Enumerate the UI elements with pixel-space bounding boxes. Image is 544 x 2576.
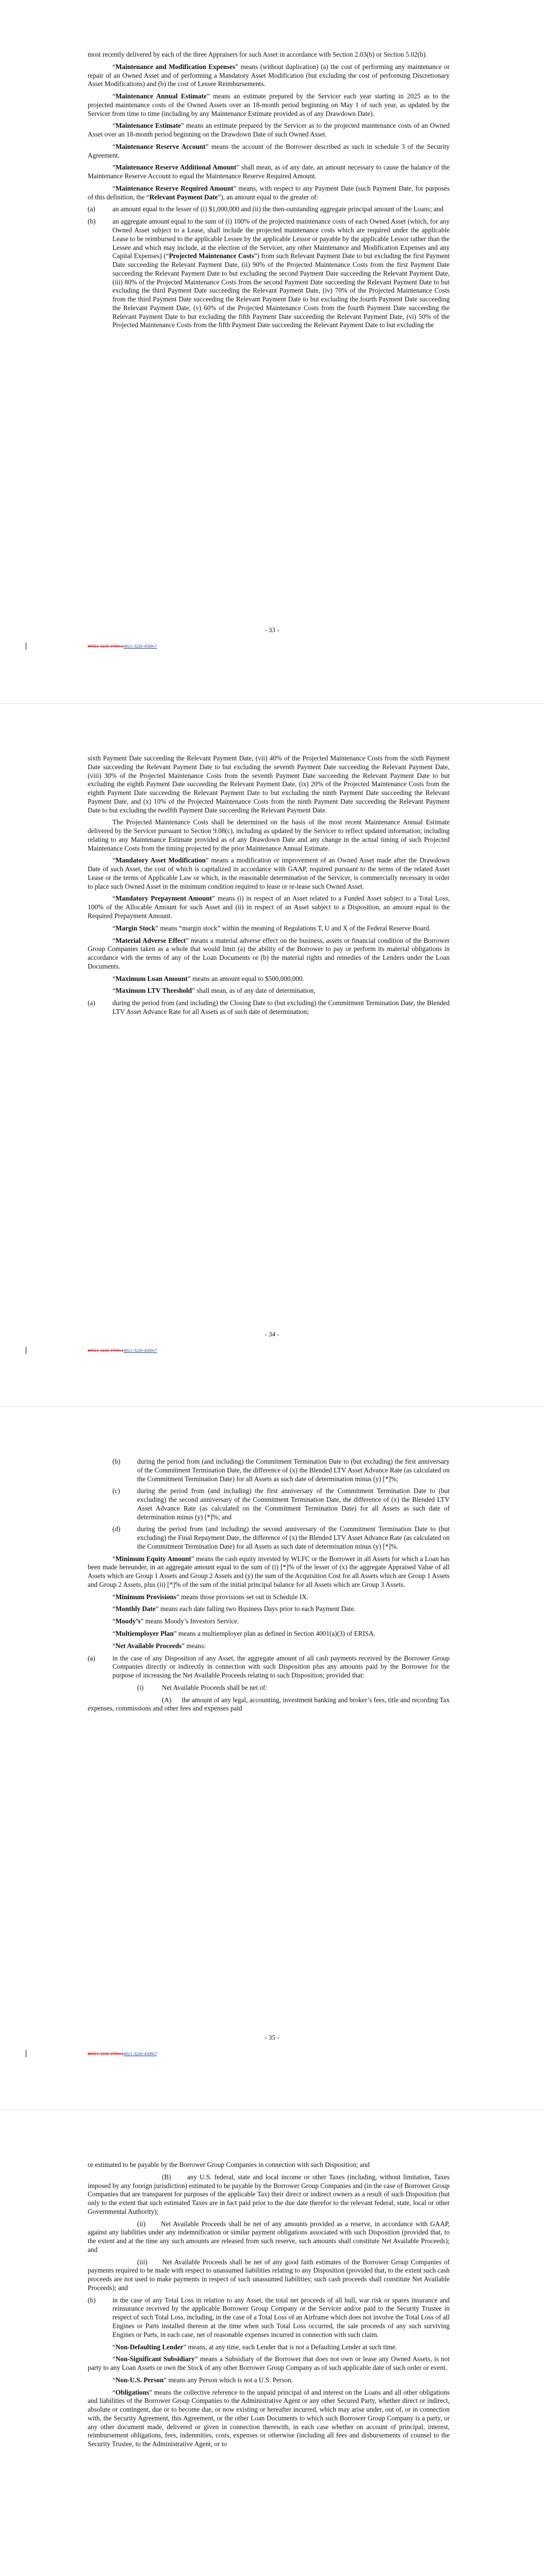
document-id — [88, 1348, 157, 1353]
defined-term: Mandatory Asset Modification — [115, 856, 206, 865]
deleted-id: #0021-3226-1990v1 — [88, 1348, 124, 1353]
clause-a: (a) during the period from (and including) the Closing Date to (but excluding) the Commitment Termination Date, the Blended LTV Asset Advance Rate for all Assets as of such date of determination; — [88, 999, 450, 1015]
definition-non-us-person: “Non-U.S. Person” means any Person which is not a U.S. Person. — [112, 2376, 293, 2384]
subclause-A: (A) the amount of any legal, accounting, investment banking and broker’s fees, title and recording Tax expenses, commissions and other fees and expenses paid — [88, 1696, 450, 1713]
defined-term: Margin Stock — [115, 924, 156, 932]
paragraph: sixth Payment Date succeeding the Relevant Payment Date, (vii) 40% of the Projected Maintenance Costs from the sixth Payment Date succeeding the Relevant Payment Date to but excluding the seventh Payment Date succeeding the Relevant Payment Date, (viii) 30% of the Projected Maintenance Costs from the seventh Payment Date succeeding the Relevant Payment Date to but excluding the eighth Payment Date succeeding the Relevant Payment Date, (ix) 20% of the Projected Maintenance Costs from the eighth Payment Date succeeding the Relevant Payment Date to but excluding the ninth Payment Date succeeding the Relevant Payment Date, and (x) 10% of the Projected Maintenance Costs from the ninth Payment Date succeeding the Relevant Payment Date to but excluding the twelfth Payment Date succeeding the Relevant Payment Date. — [88, 754, 450, 814]
definition-maintenance-annual-estimate: “Maintenance Annual Estimate” means an estimate prepared by the Servicer each year starting in 2025 as to the projected maintenance costs of the Owned Assets over an 18-month period beginning on May 1 of such year, as updated by the Servicer from time to time (including by any Maintenance Estimate provided as of any Drawdown Date). — [88, 92, 450, 117]
definition-moodys: “Moody’s” means Moody’s Investors Service. — [112, 1617, 239, 1625]
page-36 — [0, 2110, 544, 2576]
definition-minimum-equity-amount: “Minimum Equity Amount” means the cash equity invested by WLFC or the Borrower in all Assets for which a Loan has been made hereunder, in an aggregate amount equal to the sum of (i) [*]% of the lesser of (x) the aggregate Appraised Value of all Assets which are Group 1 Assets and Group 2 Assets and (y) the sum of the Acquisition Cost for all Assets which are Group 1 Assets and Group 2 Assets, plus (ii) [*]% of the sum of the initial principal balance for all Assets which are Group 3 Assets. — [88, 1554, 450, 1588]
deleted-id: #0021-3226-1990v1 — [88, 643, 124, 649]
definition-monthly-date: “Monthly Date” means each date falling two Business Days prior to each Payment Date. — [112, 1605, 356, 1613]
subclause-i: (i) Net Available Proceeds shall be net of: — [137, 1683, 268, 1691]
clause-label: (c) — [112, 1487, 120, 1495]
defined-term: Maintenance Reserve Account — [115, 142, 206, 150]
defined-term: Projected Maintenance Costs — [169, 252, 254, 260]
defined-term: Minimum Provisions — [115, 1592, 176, 1601]
subclause-ii: (ii) Net Available Proceeds shall be net of any amounts provided as a reserve, in accordance with GAAP, against any liabilities under any indemnification or similar payment obligations associated with such Disposition (provided that, to the extent and at the time any such amounts are released from such reserve, such amounts shall constitute Net Available Proceeds); and — [88, 2219, 450, 2253]
clause-label: (d) — [112, 1525, 121, 1533]
defined-term: Moody’s — [115, 1617, 141, 1625]
definition-maintenance-modification-expenses: “Maintenance and Modification Expenses” means (without duplication) (a) the cost of performing any maintenance or repair of an Owned Asset and of performing a Mandatory Asset Modification (but excluding the cost of performing Discretionary Asset Modifications) and (b) the cost of Lessee Reimbursements. — [88, 62, 450, 88]
clause-b: (b) an aggregate amount equal to the sum of (i) 100% of the projected maintenance costs of each Owned Asset (which, for any Owned Asset subject to a Lease, shall include the projected maintenance costs which are required under the applicable Lease to be reimbursed to the applicable Lessee by the applicable Lessor or payable by the applicable Lessor rather than the Lessee and which may include, at the election of the Servicer, any other Maintenance and Modification Expenses and any Capital Expenses) (“Projected Maintenance Costs”) from such Relevant Payment Date to but excluding the first Payment Date succeeding the Relevant Payment Date, (ii) 90% of the Projected Maintenance Costs from the first Payment Date succeeding the Relevant Payment Date to but excluding the second Payment Date succeeding the Relevant Payment Date, (iii) 80% of the Projected Maintenance Costs from the second Payment Date succeeding the Relevant Payment Date to but excluding the third Payment Date succeeding the Relevant Payment Date, (iv) 70% of the Projected Maintenance Costs from the third Payment Date succeeding the Relevant Payment Date to but excluding the fourth Payment Date succeeding the Relevant Payment Date, (v) 60% of the Projected Maintenance Costs from the fourth Payment Date succeeding the Relevant Payment Date to but excluding the fifth Payment Date succeeding the Relevant Payment Date, (vi) 50% of the Projected Maintenance Costs from the fifth Payment Date succeeding the Relevant Payment Date to but excluding the — [88, 217, 450, 329]
definition-minimum-provisions: “Minimum Provisions” means those provisions set out in Schedule IX. — [112, 1592, 308, 1601]
defined-term: Multiemployer Plan — [115, 1630, 174, 1638]
clause-label: (A) — [162, 1696, 172, 1704]
definition-mandatory-prepayment-amount: “Mandatory Prepayment Amount” means (i) in respect of an Asset related to a Funded Asset subject to a Total Loss, 100% of the Allocable Amount for such Asset and (ii) in respect of an Asset subject to a Disposition, an amount equal to the Required Prepayment Amount. — [88, 894, 450, 920]
paragraph: or estimated to be payable by the Borrower Group Companies in connection with such Disposition; and — [88, 2161, 370, 2168]
clause-label: (b) — [112, 1458, 121, 1465]
definition-maintenance-reserve-required-amount: “Maintenance Reserve Required Amount” means, with respect to any Payment Date (such Payment Date, for purposes of this definition, the “Relevant Payment Date”), an amount equal to the greater of: — [88, 184, 450, 201]
defined-term: Minimum Equity Amount — [115, 1554, 191, 1563]
clause-label: (a) — [88, 1654, 95, 1662]
document-id — [88, 2051, 157, 2056]
clause-label: (B) — [162, 2173, 171, 2181]
defined-term: Material Adverse Effect — [115, 936, 186, 944]
clause-a: (a) in the case of any Disposition of any Asset, the aggregate amount of all cash payments received by the Borrower Group Companies directly or indirectly in connection with such Disposition plus any amounts paid by the Borrower for the purpose of increasing the Net Available Proceeds relating to such Disposition; provided that: — [88, 1654, 450, 1680]
page-number: - 35 - — [265, 2033, 279, 2041]
clause-label: (iii) — [137, 2258, 147, 2266]
inserted-id: 4921-3226-4509v7 — [123, 2051, 157, 2056]
definition-maximum-ltv-threshold: “Maximum LTV Threshold” shall mean, as of any date of determination, — [112, 987, 316, 995]
inserted-id: 4921-3226-4509v7 — [123, 643, 157, 649]
definition-non-defaulting-lender: “Non-Defaulting Lender” means, at any time, each Lender that is not a Defaulting Lender at such time. — [112, 2343, 397, 2351]
clause-b: (b) in the case of any Total Loss in relation to any Asset, the total net proceeds of all hull, war risk or spares insurance and reinsurance received by the applicable Borrower Group Company or the Servicer and/or paid to the Security Trustee in respect of such Total Loss, including, in the case of a Total Loss of an Airframe which does not involve the Total Loss of all Engines or Parts installed thereon at the time when such Total Loss occurred, the sale proceeds of any such surviving Engines or Parts, in each case, net of reasonable expenses incurred in connection with such claim. — [88, 2296, 450, 2338]
definition-maintenance-reserve-additional-amount: “Maintenance Reserve Additional Amount” shall mean, as of any date, an amount necessary to cause the balance of the Maintenance Reserve Account to equal the Maintenance Reserve Required Amount. — [88, 163, 450, 180]
defined-term: Maintenance and Modification Expenses — [115, 62, 236, 71]
clause-c: (c) during the period from (and including) the first anniversary of the Commitment Termination Date to (but excluding) the second anniversary of the Commitment Termination Date, the difference of (x) the Blended LTV Asset Advance Rate (as calculated on the Commitment Termination Date) for all Assets as such date of determination minus (y) [*]%; and — [112, 1487, 450, 1521]
clause-label: (b) — [88, 2296, 96, 2304]
definition-multiemployer-plan: “Multiemployer Plan” means a multiemployer plan as defined in Section 4001(a)(3) of ERISA. — [112, 1630, 375, 1638]
clause-d: (d) during the period from (and including) the second anniversary of the Commitment Termination Date to (but excluding) the Final Repayment Date, the difference of (x) the Blended LTV Asset Advance Rate (as calculated on the Commitment Termination Date) for all Assets as such date of determination minus (y) [*]%. — [112, 1525, 450, 1550]
paragraph: most recently delivered by each of the three Appraisers for such Asset in accordance with Section 2.03(b) or Section 5.02(b). — [88, 50, 427, 58]
page-33-body — [88, 50, 450, 333]
defined-term: Non-U.S. Person — [115, 2376, 164, 2384]
clause-label: (ii) — [137, 2219, 146, 2228]
definition-material-adverse-effect: “Material Adverse Effect” means a material adverse effect on the business, assets or financial condition of the Borrower Group Companies taken as a whole that would limit (a) the ability of the Borrower to pay or perform its material obligations in accordance with the terms of any of the Loan Documents or (b) the material rights and remedies of the Lenders under the Loan Documents. — [88, 936, 450, 970]
subclause-B: (B) any U.S. federal, state and local income or other Taxes (including, without limitation, Taxes imposed by any foreign jurisdiction) estimated to be payable by the Borrower Group Companies and (in the case of Borrower Group Companies that are transparent for purposes of the applicable Tax) their direct or indirect owners as a result of such Disposition (but only to the extent that such estimated Taxes are in fact paid prior to the due date therefor to the relevant federal, state, local or other Governmental Authority); — [88, 2173, 450, 2215]
page-34-body — [88, 754, 450, 1020]
paragraph: The Projected Maintenance Costs shall be determined on the basis of the most recent Maintenance Annual Estimate delivered by the Servicer pursuant to Section 9.08(c), including as updated by the Servicer to reflect updated information; including relating to any Maintenance Estimate provided as of any Drawdown Date and any change in the actual timing of such Projected Maintenance Costs from the timing projected by the prior Maintenance Annual Estimate. — [88, 818, 450, 852]
defined-term: Maintenance Estimate — [115, 122, 181, 130]
subclause-iii: (iii) Net Available Proceeds shall be net of any good faith estimates of the Borrower Group Companies of payments required to be made with respect to unassumed liabilities relating to any Disposition (provided that, to the extent such cash proceeds are not used to make payments in respect of such unassumed liabilities; such cash proceeds shall constitute Net Available Proceeds); and — [88, 2258, 450, 2292]
definition-maintenance-reserve-account: “Maintenance Reserve Account” means the account of the Borrower described as such in schedule 3 of the Security Agreement. — [88, 142, 450, 159]
clause-b: (b) during the period from (and including) the Commitment Termination Date to (but excluding) the first anniversary of the Commitment Termination Date, the difference of (x) the Blended LTV Asset Advance Rate (as calculated on the Commitment Termination Date) for all Assets as such date of determination minus (y) [*]%; — [112, 1458, 450, 1483]
document-id — [88, 643, 157, 649]
page-number: - 34 - — [265, 1330, 279, 1338]
inserted-id: 4921-3226-4509v7 — [123, 1348, 157, 1353]
defined-term: Maximum Loan Amount — [115, 974, 188, 982]
definition-obligations: “Obligations” means the collective reference to the unpaid principal of and interest on the Loans and all other obligations and liabilities of the Borrower Group Companies to the Administrative Agent or any other Secured Party, whether direct or indirect, absolute or contingent, due or to become due, or now existing or hereafter incurred, which may arise under, out of, or in connection with, the Security Agreement, this Agreement, or the other Loan Documents to which such Borrower Group Company is a party, or any other document made, delivered or given in connection therewith, in each case whether on account of principal, interest, reimbursement obligations, fees, indemnities, costs, expenses or otherwise (including all fees and disbursements of counsel to the Security Trustee, to the Administrative Agent, or to — [88, 2388, 450, 2448]
clause-label: (a) — [88, 999, 95, 1007]
page-36-body — [88, 2161, 450, 2452]
clause-a: (a) an amount equal to the lesser of (i) $1,000,000 and (ii) the then-outstanding aggregate principal amount of the Loans; and — [88, 205, 443, 213]
definition-margin-stock: “Margin Stock” means “margin stock” within the meaning of Regulations T, U and X of the Federal Reserve Board. — [112, 924, 431, 932]
page-34 — [0, 704, 544, 1406]
defined-term: Mandatory Prepayment Amount — [115, 894, 212, 903]
definition-maximum-loan-amount: “Maximum Loan Amount” means an amount equal to $500,000,000. — [112, 974, 304, 982]
defined-term: Non-Significant Subsidiary — [115, 2355, 195, 2363]
page-35 — [0, 1407, 544, 2110]
defined-term: Monthly Date — [115, 1605, 156, 1613]
defined-term: Maintenance Reserve Required Amount — [115, 184, 234, 192]
page-35-body — [88, 1458, 450, 1717]
page-33 — [0, 0, 544, 703]
defined-term: Net Available Proceeds — [115, 1641, 182, 1650]
definition-non-significant-subsidiary: “Non-Significant Subsidiary” means a Subsidiary of the Borrower that does not own or lease any Owned Assets, is not party to any Loan Assets or own the Stock of any other Borrower Group Company as of such applicable date of such order or event. — [88, 2355, 450, 2372]
deleted-id: #0021-3226-1990v1 — [88, 2051, 124, 2056]
defined-term: Maintenance Annual Estimate — [115, 92, 207, 100]
defined-term: Maximum LTV Threshold — [115, 987, 192, 995]
definition-mandatory-asset-modification: “Mandatory Asset Modification” means a modification or improvement of an Owned Asset made after the Drawdown Date of such Asset, the cost of which is capitalized in accordance with GAAP, required pursuant to the terms of the related Asset Lease or the terms of Applicable Law or which, in the reasonable determination of the Servicer, is commercially necessary in order to place such Owned Asset in the minimum condition required to lease or re-lease such Owned Asset. — [88, 856, 450, 890]
defined-term: Maintenance Reserve Additional Amount — [115, 163, 237, 172]
clause-label: (a) — [88, 205, 95, 213]
defined-term: Obligations — [115, 2388, 150, 2396]
defined-term: Relevant Payment Date — [149, 193, 218, 201]
clause-label: (b) — [88, 217, 96, 226]
defined-term: Non-Defaulting Lender — [115, 2343, 184, 2351]
definition-maintenance-estimate: “Maintenance Estimate” means an estimate prepared by the Servicer as to the projected maintenance costs of an Owned Asset over an 18-month period beginning on the Drawdown Date of such Owned Asset. — [88, 122, 450, 139]
clause-label: (i) — [137, 1683, 144, 1691]
page-number: - 33 - — [265, 626, 279, 634]
definition-net-available-proceeds: “Net Available Proceeds” means: — [112, 1641, 206, 1650]
